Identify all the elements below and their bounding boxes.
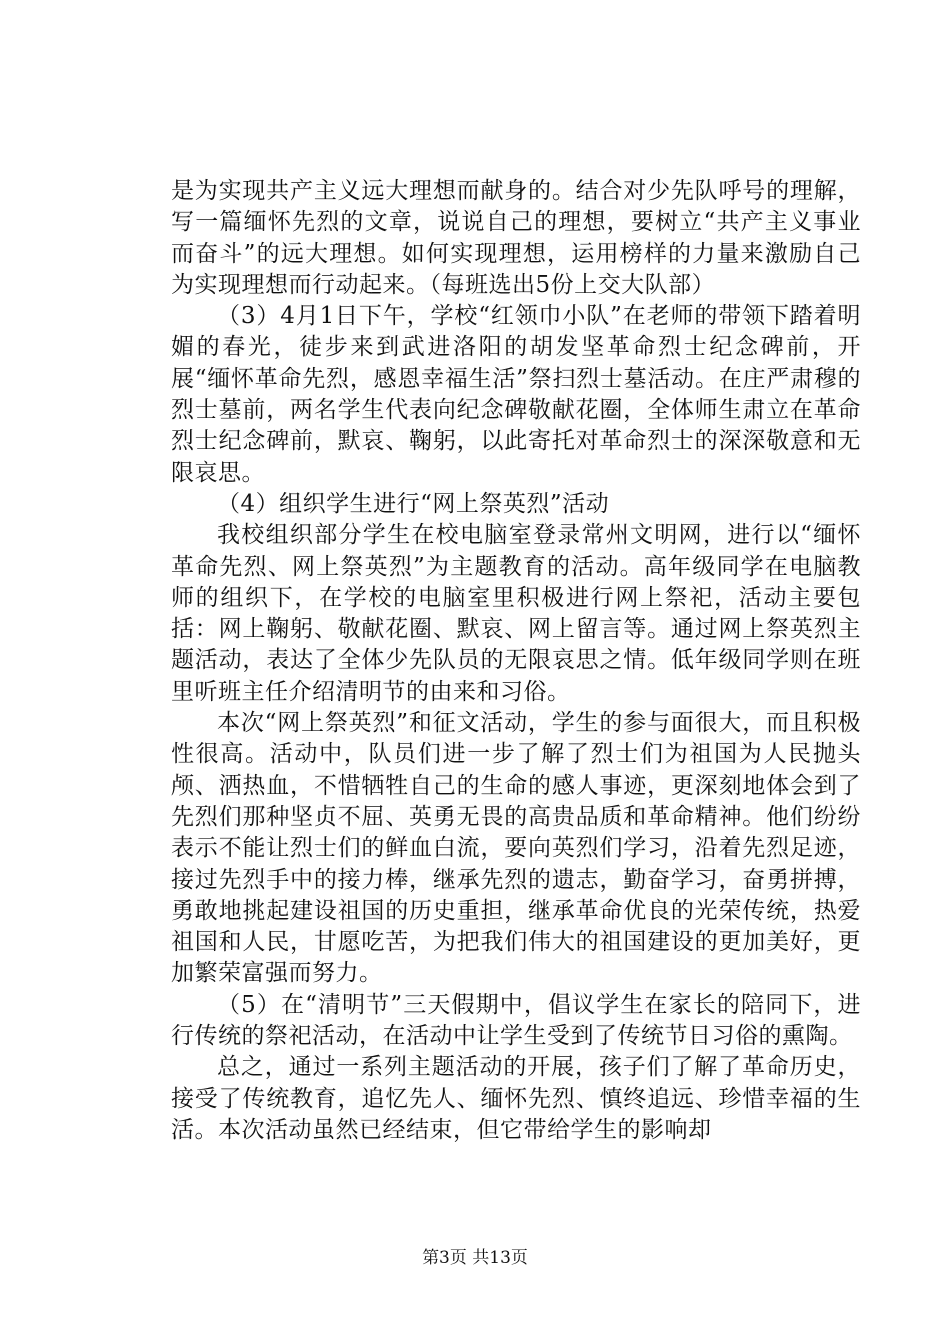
paragraph-continuation: 是为实现共产主义远大理想而献身的。结合对少先队呼号的理解，写一篇缅怀先烈的文章，说说自己的理想，要树立“共产主义事业而奋斗”的远大理想。如何实现理想，运用榜样的力量来激励自己为实现理想而行动起来。（每班选出5份上交大队部） xyxy=(171,178,861,298)
page-number-footer: 第3页 共13页 xyxy=(422,1248,528,1268)
paragraph-online-memorial: 我校组织部分学生在校电脑室登录常州文明网，进行以“缅怀革命先烈、网上祭英烈”为主题教育的活动。高年级同学在电脑教师的组织下，在学校的电脑室里积极进行网上祭祀，活动主要包括：网上鞠躬、敬献花圈、默哀、网上留言等。通过网上祭英烈主题活动，表达了全体少先队员的无限哀思之情。低年级同学则在班里听班主任介绍清明节的由来和习俗。 xyxy=(171,522,861,705)
document-body xyxy=(171,176,861,1146)
paragraph-item-3: （3）4月1日下午，学校“红领巾小队”在老师的带领下踏着明媚的春光，徒步来到武进洛阳的胡发坚革命烈士纪念碑前，开展“缅怀革命先烈，感恩幸福生活”祭扫烈士墓活动。在庄严肃穆的烈士墓前，两名学生代表向纪念碑敬献花圈，全体师生肃立在革命烈士纪念碑前，默哀、鞠躬，以此寄托对革命烈士的深深敬意和无限哀思。 xyxy=(171,303,861,486)
paragraph-conclusion: 总之，通过一系列主题活动的开展，孩子们了解了革命历史，接受了传统教育，追忆先人、缅怀先烈、慎终追远、珍惜幸福的生活。本次活动虽然已经结束，但它带给学生的影响却 xyxy=(171,1054,861,1143)
paragraph-item-5: （5）在“清明节”三天假期中，倡议学生在家长的陪同下，进行传统的祭祀活动，在活动中让学生受到了传统节日习俗的熏陶。 xyxy=(171,991,861,1050)
paragraph-item-4-heading: （4）组织学生进行“网上祭英烈”活动 xyxy=(217,490,610,517)
paragraph-activity-summary: 本次“网上祭英烈”和征文活动，学生的参与面很大，而且积极性很高。活动中，队员们进一步了解了烈士们为祖国为人民抛头颅、洒热血，不惜牺牲自己的生命的感人事迹，更深刻地体会到了先烈们那种坚贞不屈、英勇无畏的高贵品质和革命精神。他们纷纷表示不能让烈士们的鲜血白流，要向英烈们学习，沿着先烈足迹，接过先烈手中的接力棒，继承先烈的遗志，勤奋学习，奋勇拼搏，勇敢地挑起建设祖国的历史重担，继承革命优良的光荣传统，热爱祖国和人民，甘愿吃苦，为把我们伟大的祖国建设的更加美好，更加繁荣富强而努力。 xyxy=(171,710,861,987)
